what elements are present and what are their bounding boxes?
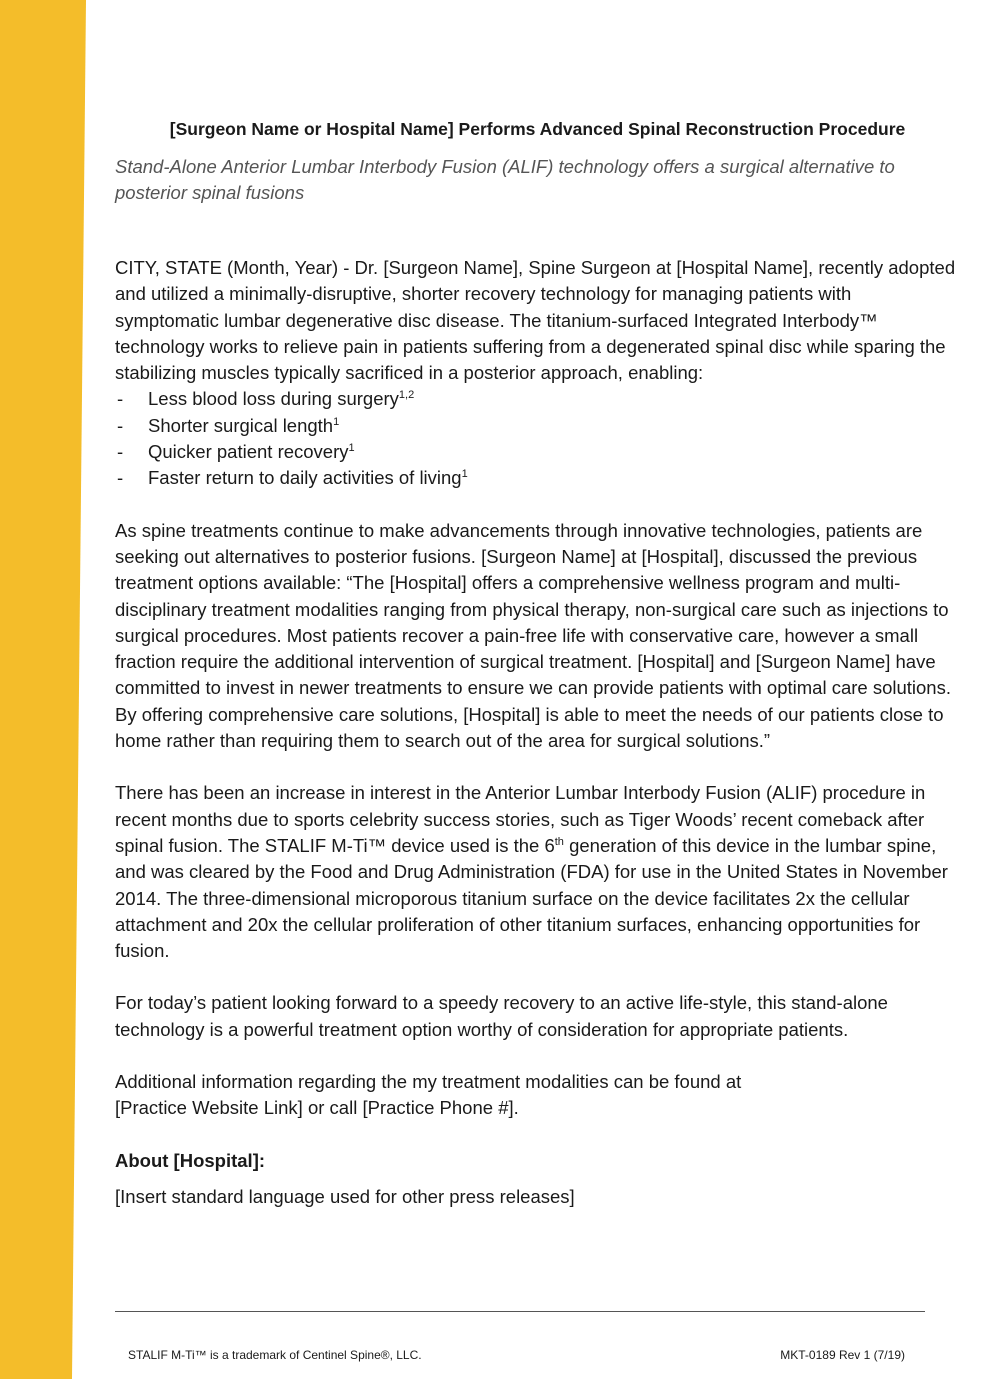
- press-release-body: [115, 116, 960, 1236]
- list-item-text: Shorter surgical length: [148, 414, 334, 436]
- list-item-text: Quicker patient recovery: [148, 441, 349, 463]
- list-item-text: Faster return to daily activities of living: [148, 467, 462, 489]
- bullet-dash: -: [117, 467, 124, 489]
- reference-superscript: 1: [348, 441, 355, 454]
- about-text: [Insert standard language used for other press releases]: [115, 1185, 575, 1207]
- bullet-dash: -: [117, 441, 124, 463]
- list-item-text: Less blood loss during surgery: [148, 388, 399, 410]
- contact-line-2: [Practice Website Link] or call [Practice Phone #].: [115, 1097, 519, 1119]
- subheadline: Stand-Alone Anterior Lumbar Interbody Fusion (ALIF) technology offers a surgical alternative to posterior spinal fusions: [115, 156, 895, 203]
- alif-text-after: generation of this device in the lumbar spine, and was cleared by the Food and Drug Administration (FDA) for use in the United States in November 2014. The three-dimensional microporous titanium surface on the device facilitates 2x the cellular attachment and 20x the cellular proliferation of other titanium surfaces, enhancing opportunities for fusion.: [115, 834, 948, 962]
- list-item: [115, 413, 960, 439]
- alif-text-before: There has been an increase in interest in the Anterior Lumbar Interbody Fusion (ALIF) procedure in recent months due to sports celebrity success stories, such as Tiger Woods’ recent comeback after spinal fusion. The STALIF M-Ti™ device used is the 6: [115, 782, 926, 856]
- treatment-paragraph: As spine treatments continue to make advancements through innovative technologies, patients are seeking out alternatives to posterior fusions. [Surgeon Name] at [Hospital], discussed the previous treatment options available: “The [Hospital] offers a comprehensive wellness program and multi-disciplinary treatment modalities ranging from physical therapy, non-surgical care such as injections to surgical procedures. Most patients recover a pain-free life with conservative care, however a small fraction require the additional intervention of surgical treatment. [Hospital] and [Surgeon Name] have committed to invest in newer treatments to ensure we can provide patients with optimal care solutions. By offering comprehensive care solutions, [Hospital] is able to meet the needs of our patients close to home rather than requiring them to search out of the area for surgical solutions.”: [115, 519, 951, 752]
- reference-superscript: 1: [333, 415, 340, 428]
- footer-divider: [115, 1311, 925, 1312]
- headline: [Surgeon Name or Hospital Name] Performs Advanced Spinal Reconstruction Procedure: [169, 119, 906, 139]
- list-item: [115, 439, 960, 465]
- bullet-dash: -: [117, 388, 124, 410]
- footer-doc-number: MKT-0189 Rev 1 (7/19): [780, 1348, 905, 1362]
- list-item: [115, 386, 960, 412]
- footer-trademark: STALIF M-Ti™ is a trademark of Centinel Spine®, LLC.: [128, 1348, 422, 1362]
- about-heading: About [Hospital]:: [115, 1149, 266, 1171]
- benefits-list: [115, 386, 960, 491]
- patient-paragraph: For today’s patient looking forward to a speedy recovery to an active life-style, this stand-alone technology is a powerful treatment option worthy of consideration for appropriate patients.: [115, 992, 888, 1040]
- ordinal-superscript: th: [554, 835, 564, 848]
- bullet-dash: -: [117, 414, 124, 436]
- contact-paragraph: [115, 1069, 960, 1122]
- contact-line-1: Additional information regarding the my treatment modalities can be found at: [115, 1071, 742, 1093]
- accent-stripe: [0, 0, 86, 1379]
- intro-paragraph: CITY, STATE (Month, Year) - Dr. [Surgeon Name], Spine Surgeon at [Hospital Name], recently adopted and utilized a minimally-disruptive, shorter recovery technology for managing patients with symptomatic lumbar degenerative disc disease. The titanium-surfaced Integrated Interbody™ technology works to relieve pain in patients suffering from a degenerated spinal disc while sparing the stabilizing muscles typically sacrificed in a posterior approach, enabling:: [115, 257, 956, 384]
- list-item: [115, 465, 960, 491]
- reference-superscript: 1,2: [398, 389, 415, 402]
- reference-superscript: 1: [461, 468, 468, 481]
- alif-paragraph: [115, 780, 960, 964]
